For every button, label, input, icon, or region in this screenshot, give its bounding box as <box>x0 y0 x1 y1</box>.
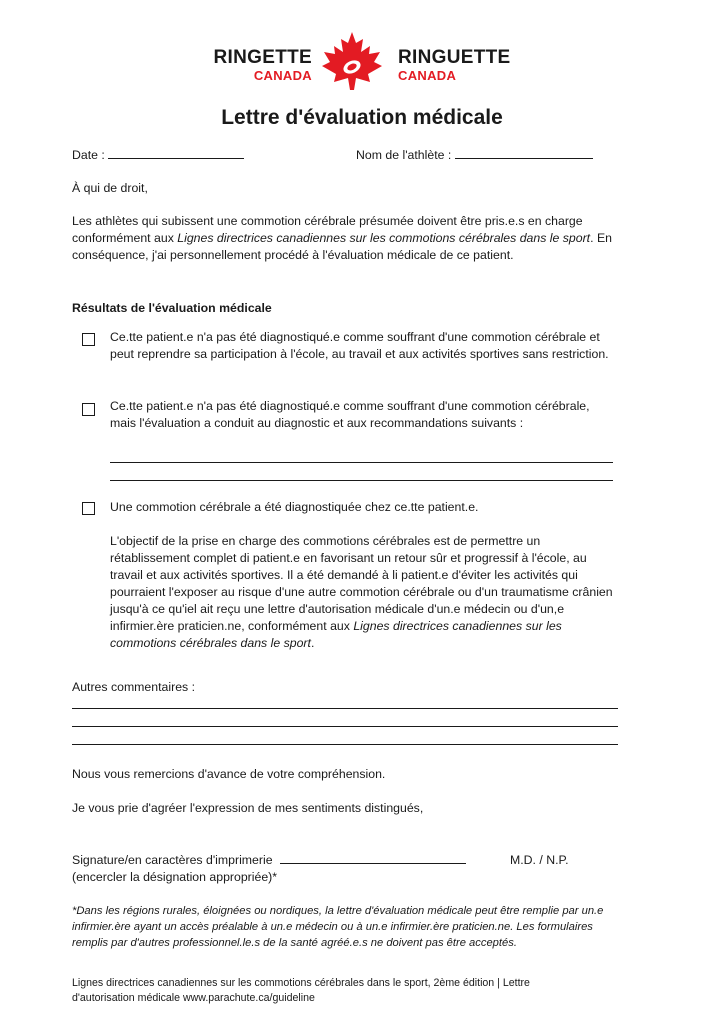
thanks-text: Nous vous remercions d'avance de votre compréhension. <box>72 767 386 781</box>
ringette-canada-logo <box>0 30 724 90</box>
guidelines-title-2: Lignes directrices canadiennes sur les commotions cérébrales dans le sport <box>110 619 562 650</box>
objective-text-2: . <box>310 636 315 650</box>
greeting: À qui de droit, <box>72 181 148 195</box>
date-row <box>72 147 244 164</box>
option-2-checkbox[interactable] <box>82 403 95 416</box>
intro-paragraph <box>72 213 612 264</box>
maple-leaf-icon <box>318 30 386 92</box>
signature-row <box>72 852 466 869</box>
athlete-name-field[interactable] <box>455 147 593 159</box>
closing-text: Je vous prie d'agréer l'expression de mes sentiments distingués, <box>72 801 424 815</box>
intro-text-2: . En conséquence, j'ai personnellement procédé à l'évaluation médicale de ce patient. <box>72 231 612 262</box>
comments-line-1[interactable] <box>72 708 618 709</box>
comments-label: Autres commentaires : <box>72 680 196 694</box>
recommendations-line-1[interactable] <box>110 462 613 463</box>
comments-line-2[interactable] <box>72 726 618 727</box>
recommendations-line-2[interactable] <box>110 480 613 481</box>
logo-left-sub: CANADA <box>253 68 312 83</box>
page-title: Lettre d'évaluation médicale <box>221 106 503 129</box>
signature-note: (encercler la désignation appropriée)* <box>72 870 278 884</box>
option-2-text: Ce.tte patient.e n'a pas été diagnostiqué.e comme souffrant d'une commotion cérébrale, mais l'évaluation a conduit au diagnostic et aux recommandations suivants : <box>110 399 590 430</box>
objective-text-1: L'objectif de la prise en charge des commotions cérébrales est de permettre un rétablissement complet di patient.e en favorisant un retour sûr et progressif à l'école, au travail et aux activités sportives. Il a été demandé à li patient.e d'éviter les activités qui pourraient l'exposer au risque d'une autre commotion cérébrale ou d'un traumatisme crânien jusqu'à ce qu'iel ait reçu une lettre d'autorisation médicale d'un.e médecin ou d'un,e infirmier.ère praticien.ne, conformément aux <box>110 534 613 633</box>
date-field[interactable] <box>108 147 244 159</box>
page-footer: Lignes directrices canadiennes sur les commotions cérébrales dans le sport, 2ème édition | Lettre d'autorisation médicale www.parachute.ca/guideline <box>72 977 530 1004</box>
comments-line-3[interactable] <box>72 744 618 745</box>
logo-english <box>214 48 312 82</box>
option-1-checkbox[interactable] <box>82 333 95 346</box>
option-3-text: Une commotion cérébrale a été diagnostiquée chez ce.tte patient.e. <box>110 500 479 514</box>
guidelines-title: Lignes directrices canadiennes sur les commotions cérébrales dans le sport <box>177 231 591 245</box>
results-heading: Résultats de l'évaluation médicale <box>72 301 272 315</box>
objective-paragraph <box>110 533 622 652</box>
designation-options[interactable]: M.D. / N.P. <box>510 853 569 867</box>
logo-french <box>398 48 510 82</box>
logo-left-word: RINGETTE <box>213 47 312 68</box>
athlete-row <box>356 147 593 164</box>
logo-right-sub: CANADA <box>398 68 457 83</box>
logo-right-word: RINGUETTE <box>398 47 511 68</box>
option-1-text: Ce.tte patient.e n'a pas été diagnostiqué.e comme souffrant d'une commotion cérébrale et peut reprendre sa participation à l'école, au travail et aux activités sportives sans restriction. <box>110 330 609 361</box>
athlete-label: Nom de l'athlète : <box>356 148 452 162</box>
date-label: Date : <box>72 148 105 162</box>
footnote: *Dans les régions rurales, éloignées ou nordiques, la lettre d'évaluation médicale peut être remplie par un.e infirmier.ère ayant un accès préalable à un.e médecin ou à un.e infirmier.ère praticien.ne. Les formulaires remplis par d'autres professionnel.le.s de la santé agréé.e.s ne doivent pas être acceptés. <box>72 905 604 949</box>
intro-text-1: Les athlètes qui subissent une commotion cérébrale présumée doivent être pris.e.s en charge conformément aux <box>72 214 583 245</box>
option-3-checkbox[interactable] <box>82 502 95 515</box>
signature-label: Signature/en caractères d'imprimerie <box>72 853 273 867</box>
signature-field[interactable] <box>280 852 466 864</box>
